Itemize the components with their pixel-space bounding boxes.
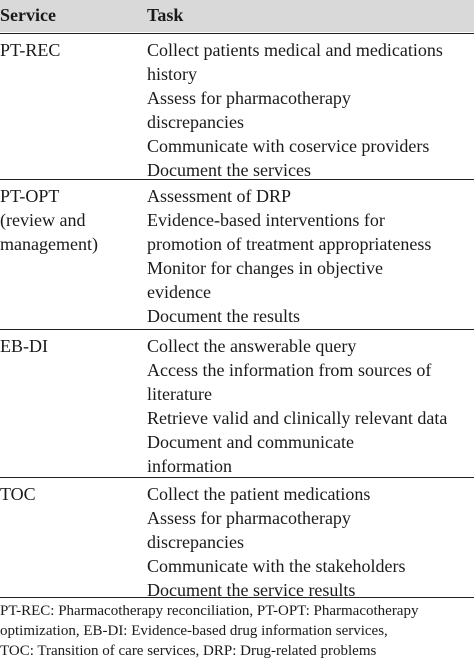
service-label: management) <box>0 234 98 254</box>
task-line: Assessment of DRP <box>147 186 292 206</box>
task-line: literature <box>147 384 212 404</box>
task-line: information <box>147 456 232 476</box>
task-line: evidence <box>147 282 211 302</box>
task-line: Document the services <box>147 160 311 180</box>
task-line: discrepancies <box>147 112 244 132</box>
task-line: Document the service results <box>147 580 356 600</box>
table-footnote <box>0 601 474 661</box>
task-cell <box>147 334 474 478</box>
footnote-line: PT-REC: Pharmacotherapy reconciliation, PT-OPT: Pharmacotherapy <box>0 603 419 619</box>
table-row <box>0 477 474 598</box>
header-service: Service <box>0 5 56 25</box>
task-line: Retrieve valid and clinically relevant data <box>147 408 448 428</box>
footnote-line: optimization, EB-DI: Evidence-based drug information services, <box>0 623 388 639</box>
task-line: Collect patients medical and medications <box>147 40 443 60</box>
task-line: promotion of treatment appropriateness <box>147 234 432 254</box>
task-cell <box>147 184 474 328</box>
service-label: EB-DI <box>0 336 48 356</box>
task-line: Collect the patient medications <box>147 484 371 504</box>
table-row <box>0 329 474 478</box>
table-header-row <box>0 0 474 32</box>
service-cell <box>0 184 145 256</box>
service-cell <box>0 482 145 506</box>
task-line: Communicate with coservice providers <box>147 136 430 156</box>
service-label: PT-OPT <box>0 186 60 206</box>
task-cell <box>147 38 474 182</box>
footnote-divider <box>0 597 474 598</box>
service-label: TOC <box>0 484 36 504</box>
task-line: Communicate with the stakeholders <box>147 556 406 576</box>
table-row <box>0 33 474 180</box>
task-line: discrepancies <box>147 532 244 552</box>
service-cell <box>0 38 145 62</box>
task-line: Access the information from sources of <box>147 360 432 380</box>
task-line: Assess for pharmacotherapy <box>147 508 351 528</box>
task-line: Document and communicate <box>147 432 354 452</box>
table-row <box>0 179 474 330</box>
header-task: Task <box>147 5 184 25</box>
task-line: Collect the answerable query <box>147 336 357 356</box>
task-line: Document the results <box>147 306 300 326</box>
footnote-line: TOC: Transition of care services, DRP: Drug-related problems <box>0 643 377 659</box>
task-line: history <box>147 64 198 84</box>
task-cell <box>147 482 474 602</box>
service-label: PT-REC <box>0 40 61 60</box>
task-line: Monitor for changes in objective <box>147 258 383 278</box>
service-label: (review and <box>0 210 86 230</box>
task-line: Assess for pharmacotherapy <box>147 88 351 108</box>
service-cell <box>0 334 145 358</box>
task-line: Evidence-based interventions for <box>147 210 385 230</box>
